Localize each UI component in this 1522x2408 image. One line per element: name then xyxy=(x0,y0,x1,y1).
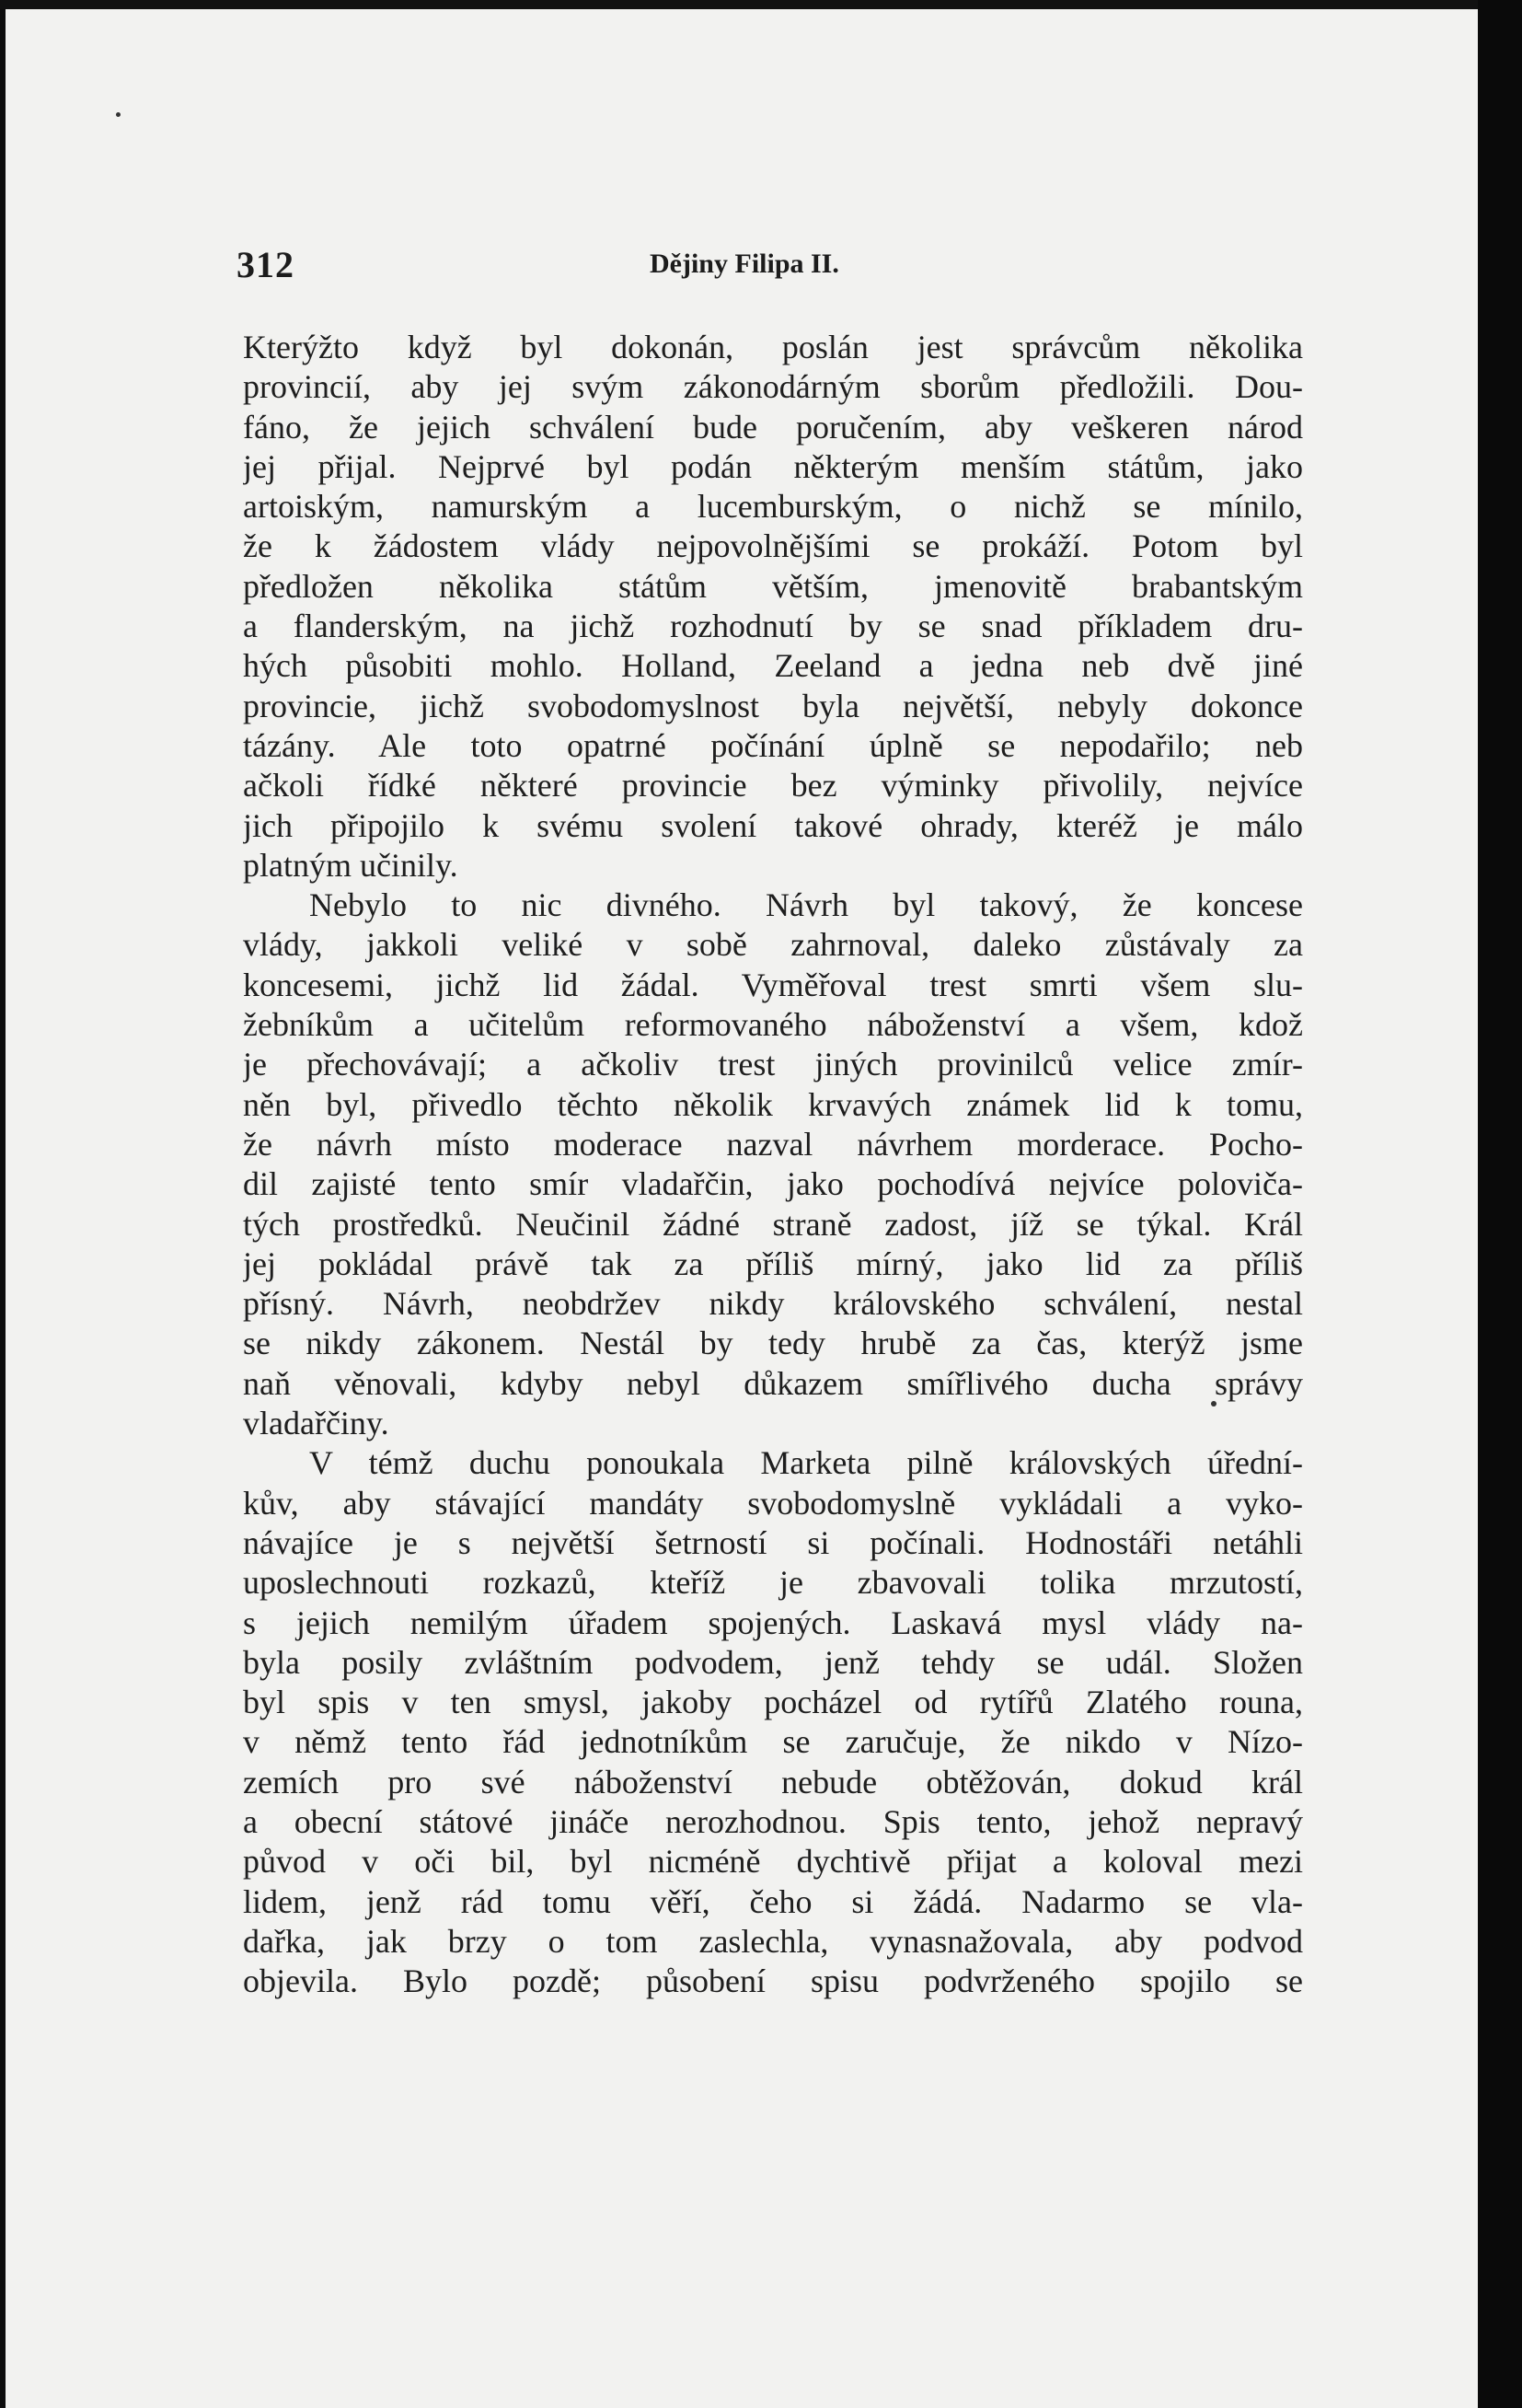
text-line: původ v oči bil, byl nicméně dychtivě přijat a koloval mezi xyxy=(243,1843,1303,1881)
text-line: koncesemi, jichž lid žádal. Vyměřoval trest smrti všem slu- xyxy=(243,966,1303,1003)
text-line: vladařčiny. xyxy=(243,1405,389,1442)
paper-speck xyxy=(116,112,121,117)
text-line: tázány. Ale toto opatrné počínání úplně se nepodařilo; neb xyxy=(243,726,1303,764)
text-line: jich připojilo k svému svolení takové ohrady, kteréž je málo xyxy=(243,806,1303,844)
page-number: 312 xyxy=(236,244,294,285)
text-line: a obecní státové jináče nerozhodnou. Spis tento, jehož nepravý xyxy=(243,1802,1303,1840)
text-line: tých prostředků. Neučinil žádné straně zadost, jíž se týkal. Král xyxy=(243,1205,1303,1243)
text-line: hých působiti mohlo. Holland, Zeeland a jedna neb dvě jiné xyxy=(243,647,1303,685)
text-line: a flanderským, na jichž rozhodnutí by se snad příkladem dru- xyxy=(243,608,1303,645)
body-text xyxy=(243,328,1303,2001)
text-line: přísný. Návrh, neobdržev nikdy královského schválení, nestal xyxy=(243,1285,1303,1323)
text-line: předložen několika státům větším, jmenovitě brabantským xyxy=(243,567,1303,605)
text-line: V témž duchu ponoukala Marketa pilně královských úřední- xyxy=(309,1444,1303,1482)
scan-right-edge xyxy=(1478,0,1522,2408)
page-header xyxy=(230,243,1316,289)
text-line: s jejich nemilým úřadem spojených. Laskavá mysl vlády na- xyxy=(243,1603,1303,1641)
text-line: je přechovávají; a ačkoliv trest jiných provinilců velice zmír- xyxy=(243,1046,1303,1083)
text-line: lidem, jenž rád tomu věří, čeho si žádá. Nadarmo se vla- xyxy=(243,1882,1303,1920)
text-line: objevila. Bylo pozdě; působení spisu podvrženého spojilo se xyxy=(243,1962,1303,2000)
text-line: v němž tento řád jednotníkům se zaručuje, že nikdo v Nízo- xyxy=(243,1723,1303,1761)
text-line: naň věnovali, kdyby nebyl důkazem smířlivého ducha správy xyxy=(243,1364,1303,1402)
text-line: zemích pro své náboženství nebude obtěžován, dokud král xyxy=(243,1763,1303,1800)
text-line: Nebylo to nic divného. Návrh byl takový, že koncese xyxy=(309,886,1303,924)
text-line: provincií, aby jej svým zákonodárným sborům předložili. Dou- xyxy=(243,368,1303,406)
text-line: Kterýžto když byl dokonán, poslán jest správcům několika xyxy=(243,329,1303,365)
text-line: byl spis v ten smysl, jakoby pocházel od rytířů Zlatého rouna, xyxy=(243,1684,1303,1721)
scan-top-edge xyxy=(0,0,1522,9)
text-line: ačkoli řídké některé provincie bez výminky přivolily, nejvíce xyxy=(243,767,1303,805)
text-line: návajíce je s největší šetrností si počínali. Hodnostáři netáhli xyxy=(243,1523,1303,1561)
text-line: žebníkům a učitelům reformovaného náboženství a všem, kdož xyxy=(243,1006,1303,1044)
text-line: něn byl, přivedlo těchto několik krvavých známek lid k tomu, xyxy=(243,1085,1303,1123)
text-line: provincie, jichž svobodomyslnost byla největší, nebyly dokonce xyxy=(243,687,1303,724)
running-title: Dějiny Filipa II. xyxy=(650,249,839,279)
text-line: artoiským, namurským a lucemburským, o nichž se mínilo, xyxy=(243,488,1303,526)
text-line: že návrh místo moderace nazval návrhem morderace. Pocho- xyxy=(243,1125,1303,1163)
text-line: dil zajisté tento smír vladařčin, jako pochodívá nejvíce poloviča- xyxy=(243,1165,1303,1203)
text-line: uposlechnouti rozkazů, kteříž je zbavovali tolika mrzutostí, xyxy=(243,1564,1303,1602)
text-line: kův, aby stávající mandáty svobodomyslně vykládali a vyko- xyxy=(243,1484,1303,1522)
text-line: jej pokládal právě tak za příliš mírný, jako lid za příliš xyxy=(243,1245,1303,1282)
text-line: že k žádostem vlády nejpovolnějšími se prokáží. Potom byl xyxy=(243,527,1303,565)
text-line: jej přijal. Nejprvé byl podán některým menším státům, jako xyxy=(243,447,1303,485)
text-line: dařka, jak brzy o tom zaslechla, vynasnažovala, aby podvod xyxy=(243,1922,1303,1960)
text-line: fáno, že jejich schválení bude poručením, aby veškeren národ xyxy=(243,408,1303,446)
text-line: platným učinily. xyxy=(243,846,458,884)
text-line: se nikdy zákonem. Nestál by tedy hrubě za čas, kterýž jsme xyxy=(243,1325,1303,1362)
text-line: byla posily zvláštním podvodem, jenž tehdy se udál. Složen xyxy=(243,1643,1303,1681)
text-line: vlády, jakkoli veliké v sobě zahrnoval, daleko zůstávaly za xyxy=(243,926,1303,964)
